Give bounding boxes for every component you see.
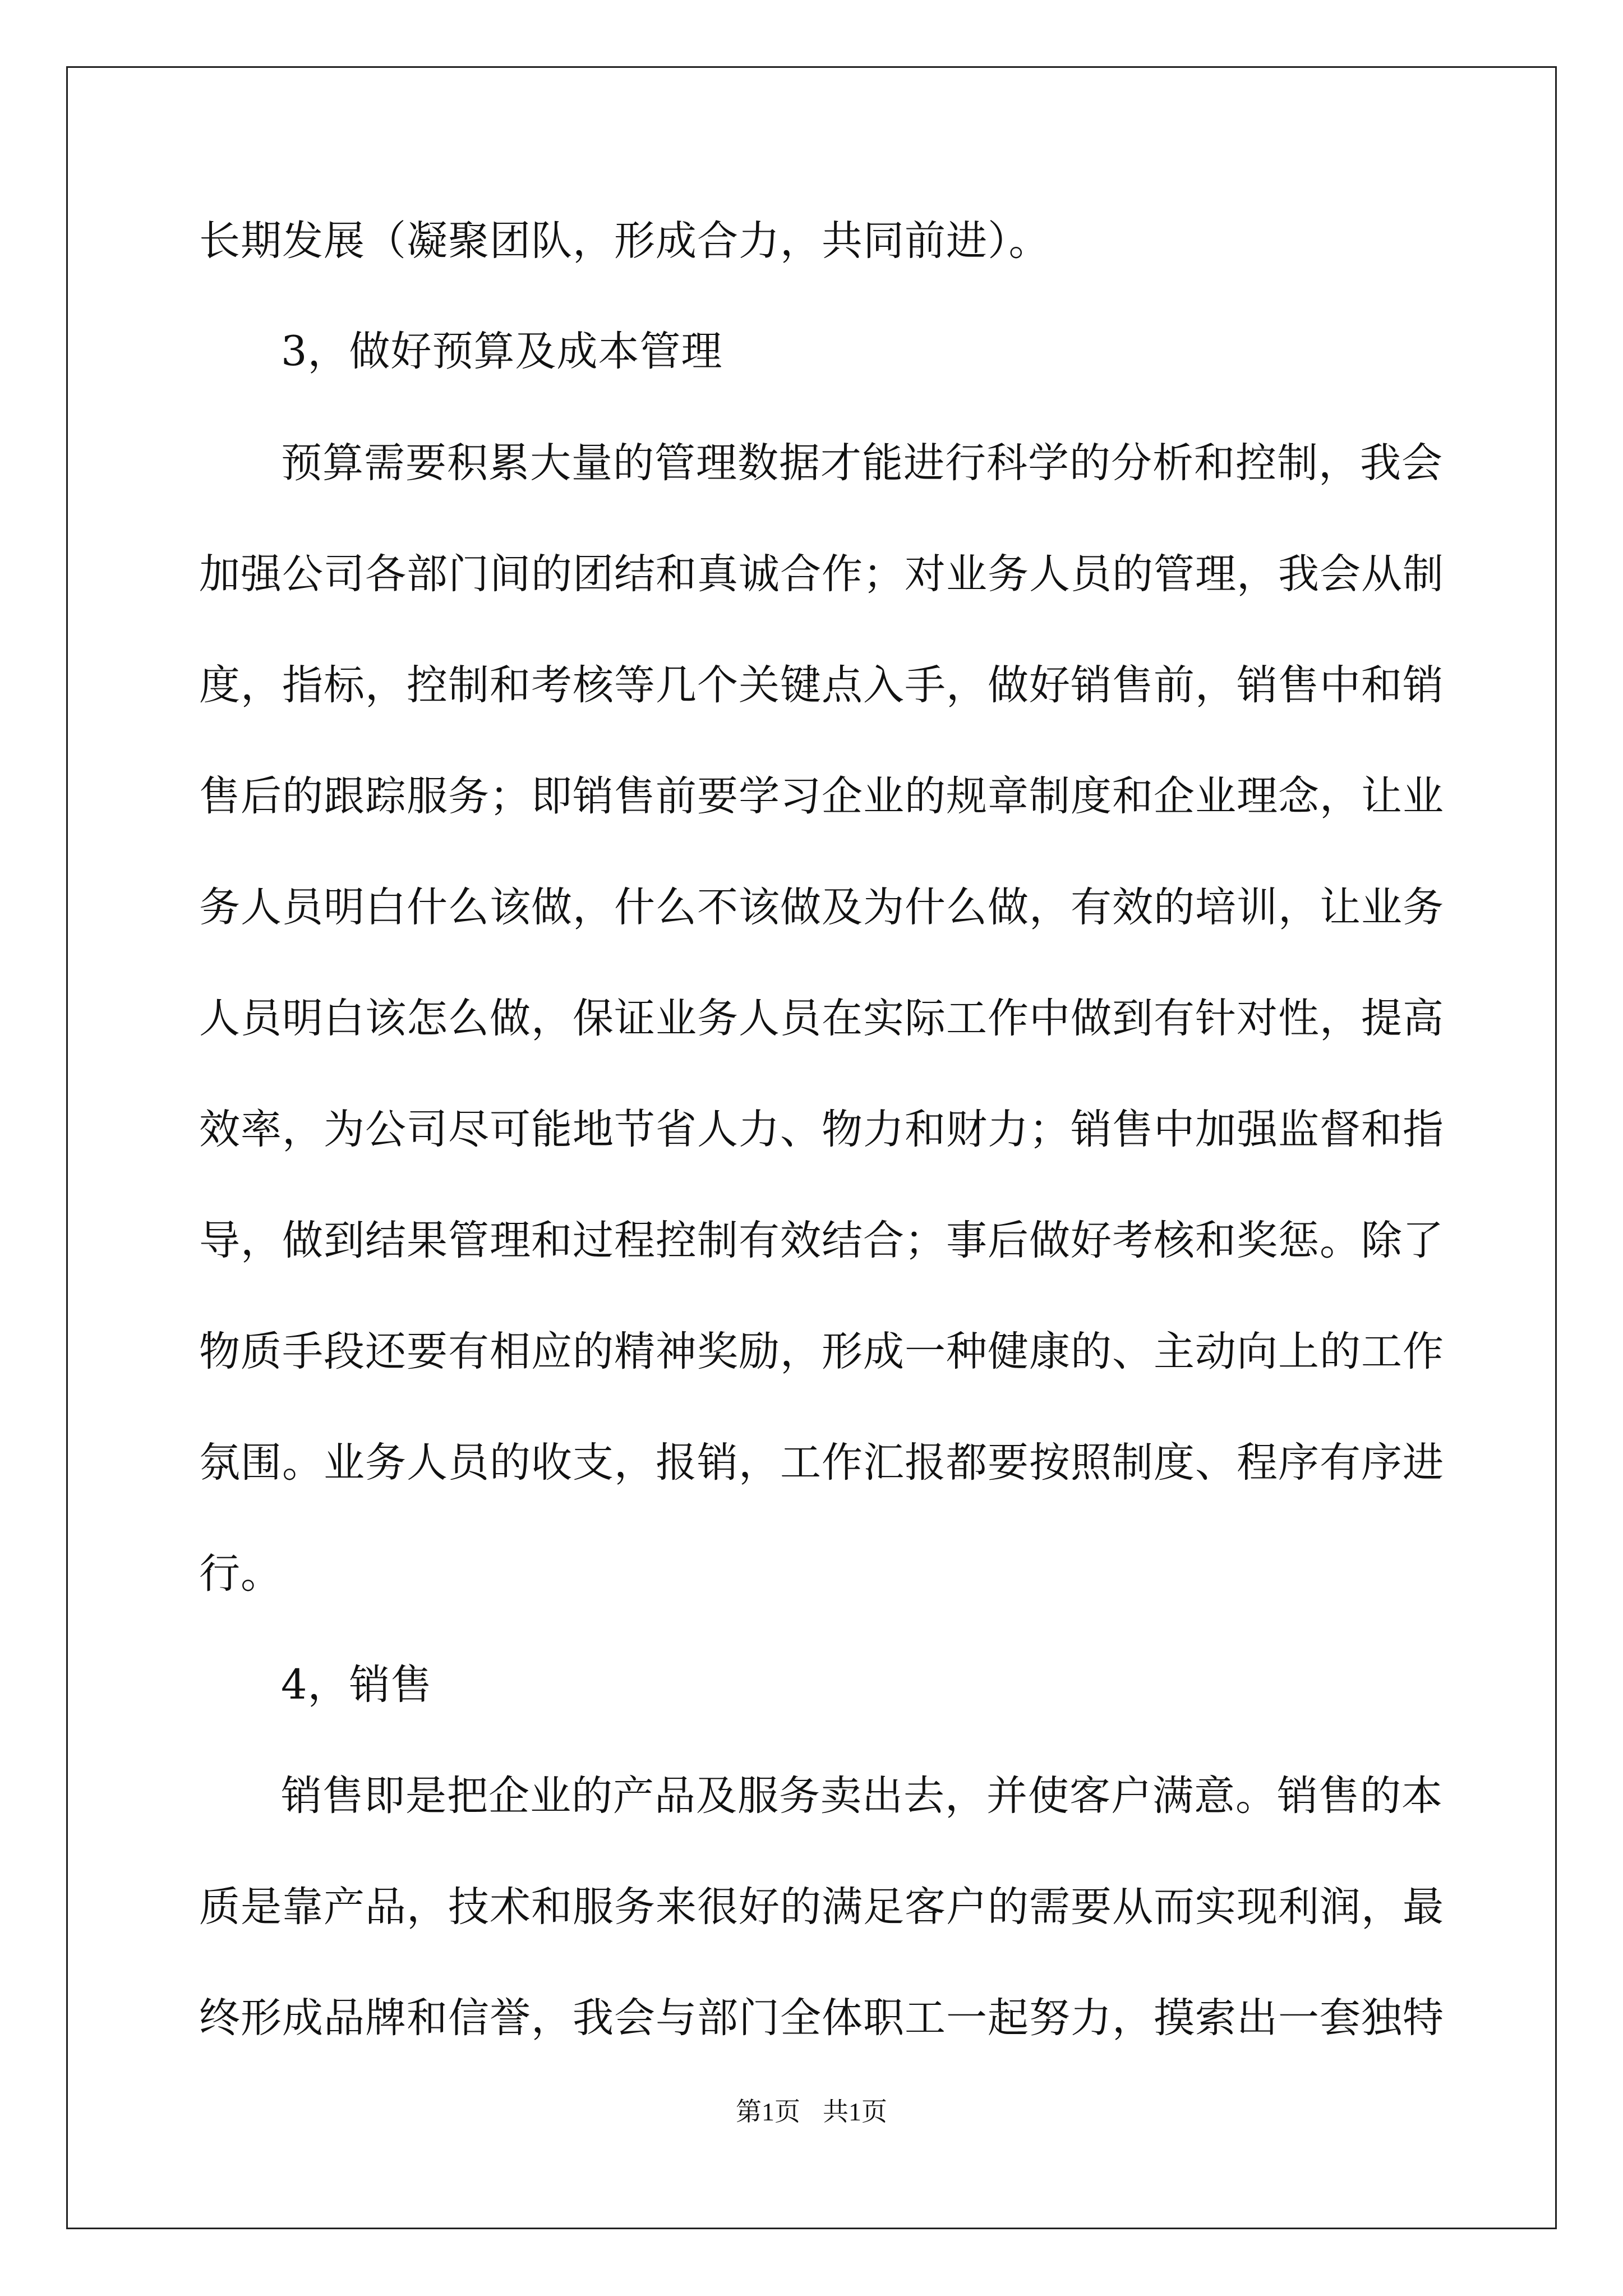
text-line: 氛围。业务人员的收支，报销，工作汇报都要按照制度、程序有序进: [199, 1439, 1444, 1487]
text-line: 行。: [199, 1550, 282, 1598]
section-heading: 3，做好预算及成本管理: [281, 328, 723, 375]
text-line: 务人员明白什么该做，什么不该做及为什么做，有效的培训，让业务: [199, 884, 1444, 931]
text-line: 销售即是把企业的产品及服务卖出去，并使客户满意。销售的本: [281, 1772, 1443, 1820]
text-line: 效率，为公司尽可能地节省人力、物力和财力；销售中加强监督和指: [199, 1106, 1444, 1153]
text-line: 质是靠产品，技术和服务来很好的满足客户的需要从而实现利润，最: [199, 1883, 1444, 1931]
text-line: 导，做到结果管理和过程控制有效结合；事后做好考核和奖惩。除了: [199, 1217, 1444, 1264]
text-line: 终形成品牌和信誉，我会与部门全体职工一起努力，摸索出一套独特: [199, 1994, 1444, 2042]
text-line: 售后的跟踪服务；即销售前要学习企业的规章制度和企业理念，让业: [199, 772, 1444, 820]
text-line: 加强公司各部门间的团结和真诚合作；对业务人员的管理，我会从制: [199, 550, 1444, 598]
text-line: 预算需要积累大量的管理数据才能进行科学的分析和控制，我会: [281, 439, 1443, 487]
text-line: 物质手段还要有相应的精神奖励，形成一种健康的、主动向上的工作: [199, 1328, 1444, 1375]
page-total: 共1页: [823, 2097, 887, 2126]
text-line: 度，指标，控制和考核等几个关键点入手，做好销售前，销售中和销: [199, 661, 1444, 709]
text-line: 人员明白该怎么做，保证业务人员在实际工作中做到有针对性，提高: [199, 995, 1444, 1042]
section-heading: 4，销售: [281, 1661, 432, 1709]
page-footer: [0, 2095, 1623, 2129]
text-line: 长期发展（凝聚团队，形成合力，共同前进）。: [199, 217, 1050, 265]
page-number: 第1页: [736, 2097, 800, 2126]
